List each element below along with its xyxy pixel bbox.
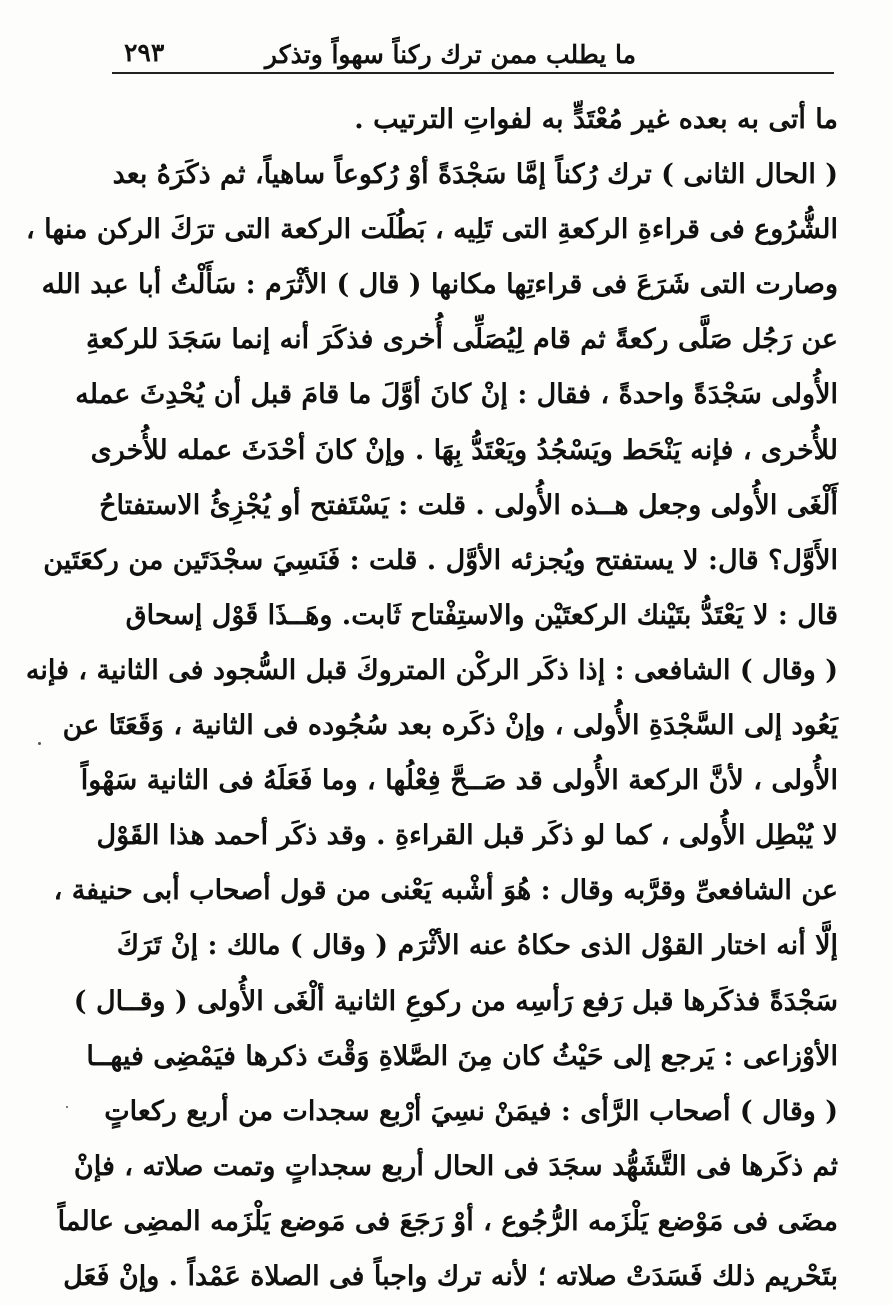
scan-speck — [66, 1106, 68, 1108]
text-line: يَعُود إلى السَّجْدَةِ الأُولى ، وإنْ ذكَره بعد سُجُوده فى الثانية ، وَقَعَتَا عن — [62, 710, 838, 742]
text-line: ثم ذكَرها فى التَّشَهُّد سجَدَ فى الحال أربع سجداتٍ وتمت صلاته ، فإنْ — [73, 1150, 838, 1182]
text-line: ( الحال الثانى ) ترك رُكناً إمَّا سَجْدَةً أوْ رُكوعاً ساهياً، ثم ذكَرَهُ بعد — [112, 159, 838, 191]
text-line: الأَوَّل؟ قال: لا يستفتح ويُجزئه الأوَّل . قلت : فَنَسِيَ سجْدَتَين من ركعَتَين — [43, 544, 838, 576]
text-line: ما أتى به بعده غير مُعْتَدٍّ به لفواتِ الترتيب . — [354, 104, 838, 135]
page-header — [112, 38, 834, 74]
text-line: الأُولى سَجْدَةً واحدةً ، فقال : إنْ كانَ أوَّلَ ما قامَ قبل أن يُحْدِثَ عمله — [75, 379, 838, 411]
text-line: إلَّا أنه اختار القوْل الذى حكاهُ عنه الأثْرَم ( وقال ) مالك : إنْ تَرَكَ — [116, 930, 838, 962]
text-line: عن الشافعىِّ وقرَّبه وقال : هُوَ أشْبه يَعْنى من قول أصحاب أبى حنيفة ، — [53, 875, 838, 907]
running-title: ما يطلب ممن ترك ركناً سهواً وتذكر — [264, 40, 636, 69]
text-line: أَلْغَى الأُولى وجعل هــذه الأُولى . قلت : يَسْتَفتح أو يُجْزِئُ الاستفتاحُ — [99, 489, 838, 521]
text-line: قال : لا يَعْتَدُّ بتَيْنك الركعتَيْن والاستِفْتاح ثَابت. وهَــذَا قَوْل إسحاق — [125, 599, 838, 631]
text-line: لا يُبْطِل الأُولى ، كما لو ذكَر قبل القراءةِ . وقد ذكَر أحمد هذا القَوْل — [96, 820, 838, 852]
text-line: الأُولى ، لأنَّ الركعة الأُولى قد صَــحَّ فِعْلُها ، وما فَعَلَهُ فى الثانية سَهْواً — [80, 765, 838, 797]
text-line: مضَى فى مَوْضع يَلْزَمه الرُّجُوع ، أوْ رَجَعَ فى مَوضع يَلْزَمه المضِى عالماً — [57, 1205, 838, 1237]
page-number: ٢٩٣ — [124, 38, 165, 67]
body-text — [25, 92, 838, 1304]
text-line: وصارت التى شَرَعَ فى قراءتِها مكانها ( قال ) الأثْرَم : سَأَلْتُ أبا عبد الله — [41, 269, 838, 301]
scan-speck — [38, 742, 41, 745]
text-line: سَجْدَةً فذكَرها قبل رَفع رَأسِه من ركوعِ الثانية ألْغَى الأُولى ( وقــال ) — [73, 985, 838, 1017]
text-line: الأوْزاعى : يَرجع إلى حَيْثُ كان مِنَ الصَّلاةِ وَقْتَ ذكرها فيَمْضِى فيهــا — [86, 1040, 838, 1072]
text-line: بتَحْريم ذلك فَسَدَتْ صلاته ؛ لأنه ترك واجباً فى الصلاة عَمْداً . وإنْ فَعَل — [63, 1260, 838, 1292]
text-line: للأُخرى ، فإنه يَنْحَط ويَسْجُدُ ويَعْتَدُّ بِهَا . وإنْ كانَ أحْدَثَ عمله للأُخرى — [90, 434, 838, 466]
text-line: ( وقال ) أصحاب الرَّأى : فيمَنْ نسِيَ أرْبع سجدات من أربع ركعاتٍ — [104, 1095, 838, 1127]
text-line: الشُّرُوع فى قراءةِ الركعةِ التى تَلِيه ، بَطُلَت الركعة التى ترَكَ الركن منها ، — [26, 214, 838, 246]
text-line: ( وقال ) الشافعى : إذا ذكَر الركْن المتروكَ قبل السُّجود فى الثانية ، فإنه — [25, 654, 838, 686]
text-line: عن رَجُل صَلَّى ركعةً ثم قام لِيُصَلِّى أُخرى فذكَرَ أنه إنما سَجَدَ للركعةِ — [85, 324, 838, 356]
